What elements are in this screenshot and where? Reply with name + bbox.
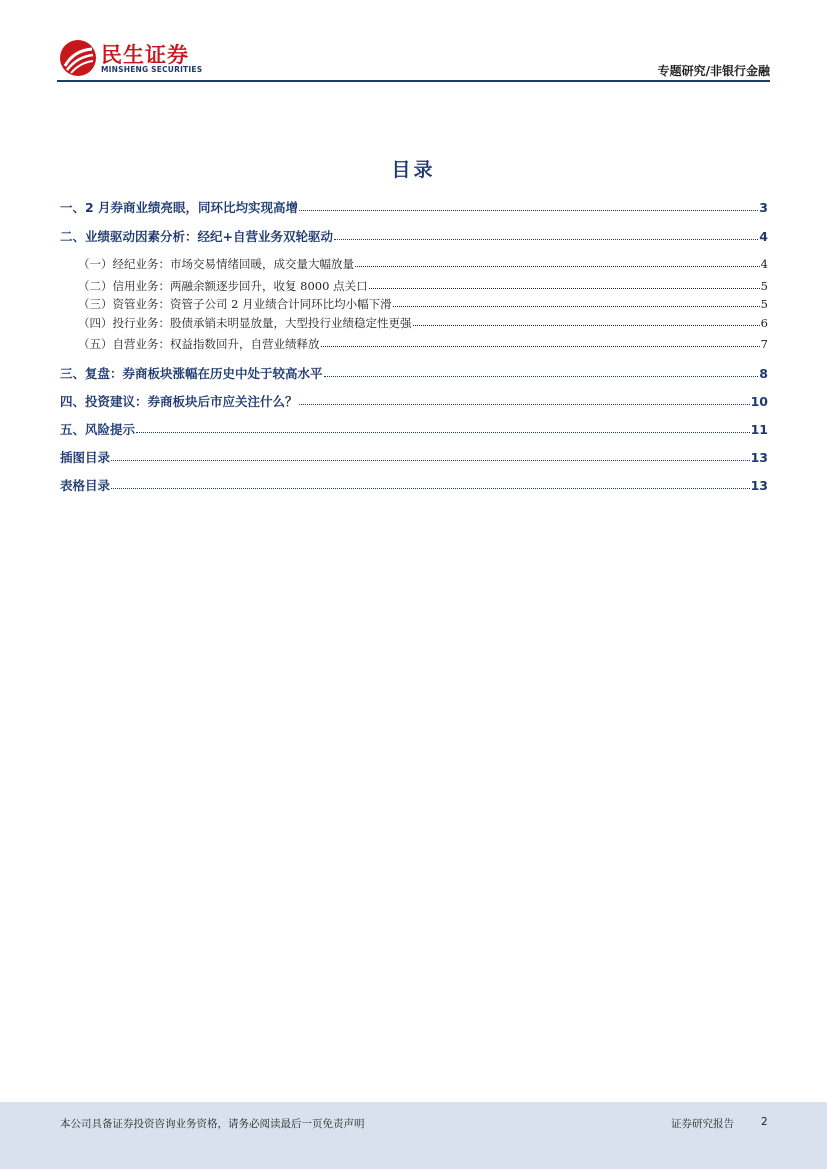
toc-entry[interactable] [60, 198, 768, 216]
toc-entry-page: 6 [760, 316, 768, 330]
toc-entry-label: 一、2 月券商业绩亮眼，同环比均实现高增 [60, 200, 299, 215]
page-footer [0, 1102, 827, 1169]
toc-entry[interactable] [60, 448, 768, 466]
toc-entry-page: 10 [750, 394, 768, 409]
page-header [57, 36, 770, 82]
minsheng-logo-icon [59, 39, 97, 77]
toc-leader-dots [299, 394, 750, 405]
minsheng-logo [57, 36, 217, 78]
toc-entry-label: 二、业绩驱动因素分析：经纪+自营业务双轮驱动 [60, 229, 333, 244]
toc-entry-label: 表格目录 [60, 478, 111, 493]
toc-subentry[interactable] [60, 296, 768, 312]
footer-disclaimer: 本公司具备证券投资咨询业务资格，请务必阅读最后一页免责声明 [60, 1118, 365, 1130]
toc-leader-dots [393, 296, 760, 307]
toc-leader-dots [369, 278, 760, 289]
brand-name: 民生证券 [101, 43, 189, 67]
toc-leader-dots [355, 256, 760, 267]
toc-subentry[interactable] [60, 278, 768, 294]
toc-entry-page: 5 [760, 279, 768, 293]
toc-leader-dots [136, 422, 750, 433]
toc-subentry[interactable] [60, 315, 768, 331]
report-category: 专题研究/非银行金融 [657, 64, 770, 78]
toc-entry-label: （四）投行业务：股债承销未明显放量，大型投行业绩稳定性更强 [78, 316, 412, 330]
toc-entry-page: 3 [759, 200, 768, 215]
toc-leader-dots [299, 200, 758, 211]
footer-page-number: 2 [761, 1116, 768, 1128]
toc-entry-page: 5 [760, 297, 768, 311]
brand-english-name: MINSHENG SECURITIES [101, 65, 203, 74]
toc-entry[interactable] [60, 476, 768, 494]
toc-entry-page: 7 [760, 337, 768, 351]
toc-leader-dots [111, 450, 750, 461]
toc-title: 目录 [391, 159, 436, 181]
toc-leader-dots [111, 478, 750, 489]
header-divider [57, 80, 770, 82]
toc-entry-label: 三、复盘：券商板块涨幅在历史中处于较高水平 [60, 366, 323, 381]
toc-entry-page: 4 [760, 257, 768, 271]
toc-entry-label: （二）信用业务：两融余额逐步回升，收复 8000 点关口 [78, 279, 368, 293]
toc-entry-label: 五、风险提示 [60, 422, 136, 437]
toc-entry-page: 8 [759, 366, 768, 381]
footer-doc-type: 证券研究报告 [671, 1118, 734, 1130]
toc-entry-page: 13 [750, 450, 768, 465]
toc-entry-label: （五）自营业务：权益指数回升，自营业绩释放 [78, 337, 320, 351]
toc-entry[interactable] [60, 227, 768, 245]
toc-subentry[interactable] [60, 336, 768, 352]
toc-entry-label: （三）资管业务：资管子公司 2 月业绩合计同环比均小幅下滑 [78, 297, 392, 311]
toc-subentry[interactable] [60, 256, 768, 272]
toc-entry-label: 四、投资建议：券商板块后市应关注什么？ [60, 394, 298, 409]
toc-entry-label: （一）经纪业务：市场交易情绪回暖，成交量大幅放量 [78, 257, 354, 271]
toc-entry-label: 插图目录 [60, 450, 111, 465]
toc-entry[interactable] [60, 420, 768, 438]
toc-entry-page: 11 [750, 422, 768, 437]
toc-leader-dots [321, 336, 760, 347]
toc-leader-dots [334, 229, 758, 240]
toc-entry[interactable] [60, 392, 768, 410]
toc-entry-page: 13 [750, 478, 768, 493]
toc-entry[interactable] [60, 364, 768, 382]
toc-entry-page: 4 [759, 229, 768, 244]
toc-leader-dots [324, 366, 759, 377]
toc-leader-dots [413, 315, 760, 326]
